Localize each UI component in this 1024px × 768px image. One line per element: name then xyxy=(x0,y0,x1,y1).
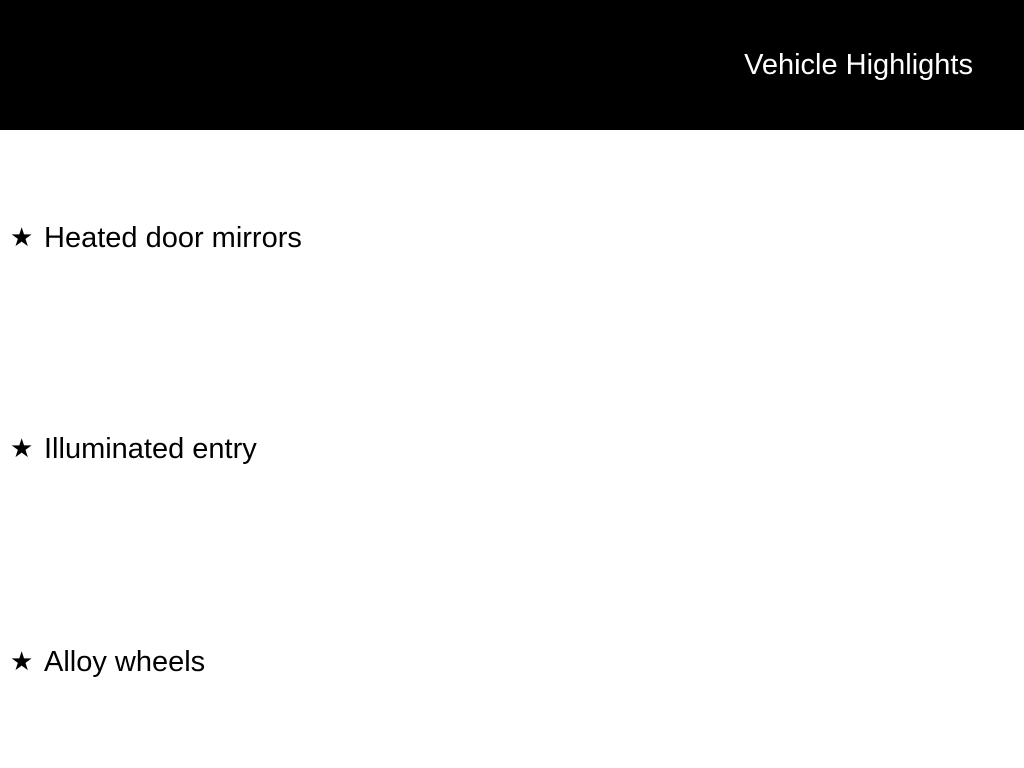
bullet-item-label: Alloy wheels xyxy=(44,645,206,678)
bullet-item-label: Illuminated entry xyxy=(44,432,257,465)
bullet-item xyxy=(10,431,257,467)
slide-header xyxy=(0,0,1024,130)
star-bullet-icon: ★ xyxy=(10,223,34,253)
star-bullet-icon: ★ xyxy=(10,434,34,464)
star-bullet-icon: ★ xyxy=(10,647,34,677)
bullet-item xyxy=(10,644,205,680)
bullet-item-label: Heated door mirrors xyxy=(44,221,302,254)
slide-title: Vehicle Highlights xyxy=(744,48,973,81)
bullet-item xyxy=(10,220,302,256)
